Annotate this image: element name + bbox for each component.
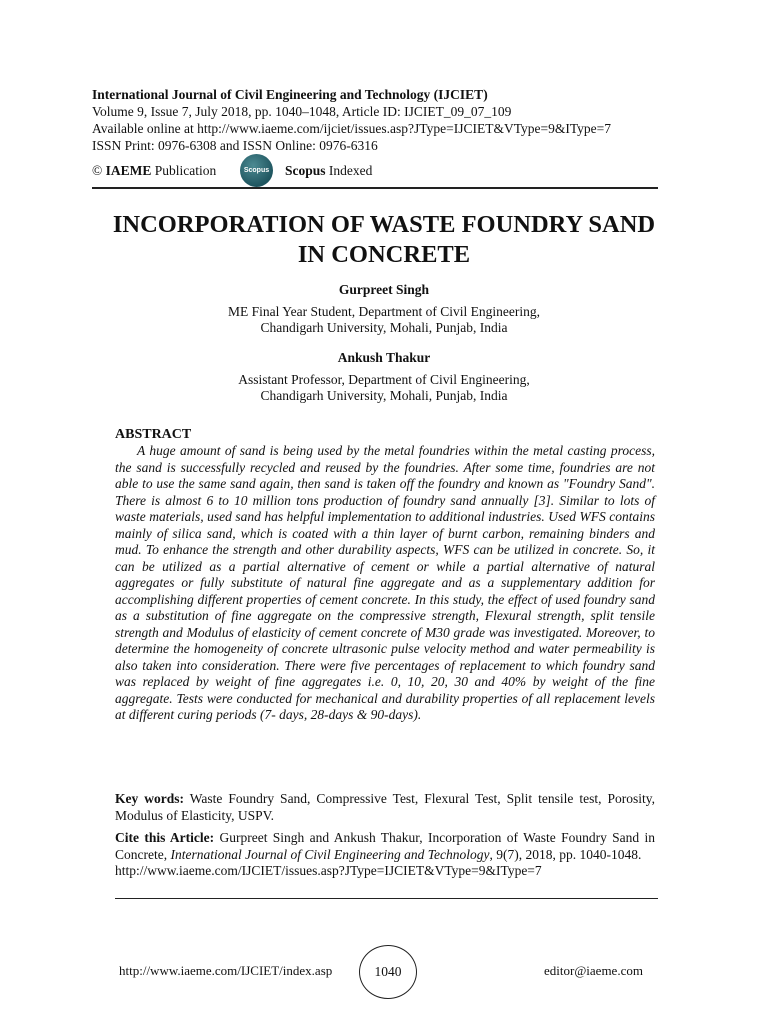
availability-line: Available online at http://www.iaeme.com/ijciet/issues.asp?JType=IJCIET&VType=9&IType=7 <box>92 121 612 136</box>
page-footer <box>0 945 768 1001</box>
footer-url-link[interactable]: http://www.iaeme.com/IJCIET/index.asp <box>119 963 333 978</box>
volume-info: Volume 9, Issue 7, July 2018, pp. 1040–1048, Article ID: IJCIET_09_07_109 <box>92 104 512 119</box>
copyright-symbol: © <box>92 163 103 178</box>
indexed-suffix: Indexed <box>328 163 373 178</box>
keywords-label: Key words: <box>115 791 184 806</box>
indexed-bold: Scopus <box>285 163 326 178</box>
page-number-badge <box>359 945 417 999</box>
abstract-section <box>115 426 655 724</box>
scopus-logo-icon <box>240 154 273 187</box>
author-affiliation-line: Chandigarh University, Mohali, Punjab, India <box>260 388 508 403</box>
citation-divider <box>115 898 658 899</box>
cite-label: Cite this Article: <box>115 830 215 845</box>
author-name: Gurpreet Singh <box>338 282 430 297</box>
author-affiliation-line: ME Final Year Student, Department of Civil Engineering, <box>228 304 540 319</box>
cite-journal: International Journal of Civil Engineering and Technology <box>170 846 490 862</box>
title-line-1: INCORPORATION OF WASTE FOUNDRY SAND <box>112 211 656 238</box>
journal-name: International Journal of Civil Engineering and Technology (IJCIET) <box>92 87 488 102</box>
author-block-1 <box>92 282 676 336</box>
cite-url-link[interactable]: http://www.iaeme.com/IJCIET/issues.asp?JType=IJCIET&VType=9&IType=7 <box>115 863 542 878</box>
title-line-2: IN CONCRETE <box>297 241 471 268</box>
cite-text: Gurpreet Singh and Ankush Thakur, Incorporation of Waste Foundry Sand in Concrete, <box>115 830 656 862</box>
keywords-section <box>115 791 655 824</box>
abstract-heading: ABSTRACT <box>115 427 192 442</box>
journal-header <box>92 86 662 154</box>
publisher-label <box>92 163 216 179</box>
header-divider <box>92 187 658 189</box>
scopus-logo-text: Scopus <box>243 167 270 174</box>
publisher-name: IAEME <box>105 163 152 178</box>
citation-section <box>115 830 655 880</box>
abstract-text: A huge amount of sand is being used by the metal foundries within the metal casting process, the sand is successfully recycled and reused by the foundries. After some time, foundries are not able to use the same sand again, then sand is taken off the foundry and known as "Foundry Sand". There is almost 6 to 10 million tons production of foundry sand annually [3]. Similar to lots of waste materials, used sand has helpful implementation to additional industries. Used WFS contains mainly of silica sand, which is coated with a thin layer of burnt carbon, remaining binders and mud. To enhance the strength and other durability aspects, WFS can be utilized in concrete. So, it can be utilized as a partial alternative of cement or while a partial alternative of natural aggregates or fully substitute of natural fine aggregate and as a supplementary addition for accomplishing different properties of cement concrete. In this study, the effect of used foundry sand as a substitution of fine aggregate on the compressive strength, Flexural strength, split tensile strength and Modulus of elasticity of cement concrete of M30 grade was investigated. Moreover, to determine the homogeneity of concrete ultrasonic pulse velocity method and water permeability is also taken into consideration. There were five percentages of replacement to which foundry sand was replaced by weight of fine aggregates i.e. 0, 10, 20, 30 and 40% by weight of the fine aggregate. Tests were conducted for mechanical and durability properties of all replacement levels at different curing periods (7- days, 28-days & 90-days). <box>115 443 655 722</box>
author-block-2 <box>92 350 676 404</box>
publication-row <box>92 154 662 190</box>
issn-line: ISSN Print: 0976-6308 and ISSN Online: 0976-6316 <box>92 138 378 153</box>
keywords-text: Waste Foundry Sand, Compressive Test, Flexural Test, Split tensile test, Porosity, Modulus of Elasticity, USPV. <box>115 791 655 823</box>
author-name: Ankush Thakur <box>337 350 431 365</box>
footer-email-link[interactable]: editor@iaeme.com <box>544 963 643 978</box>
indexed-label <box>285 163 372 179</box>
page-number: 1040 <box>374 964 402 979</box>
author-affiliation-line: Chandigarh University, Mohali, Punjab, India <box>260 320 508 335</box>
publisher-suffix: Publication <box>154 163 217 178</box>
paper-title <box>70 210 698 270</box>
cite-details: , 9(7), 2018, pp. 1040-1048. <box>489 846 642 862</box>
author-affiliation-line: Assistant Professor, Department of Civil Engineering, <box>238 372 530 387</box>
